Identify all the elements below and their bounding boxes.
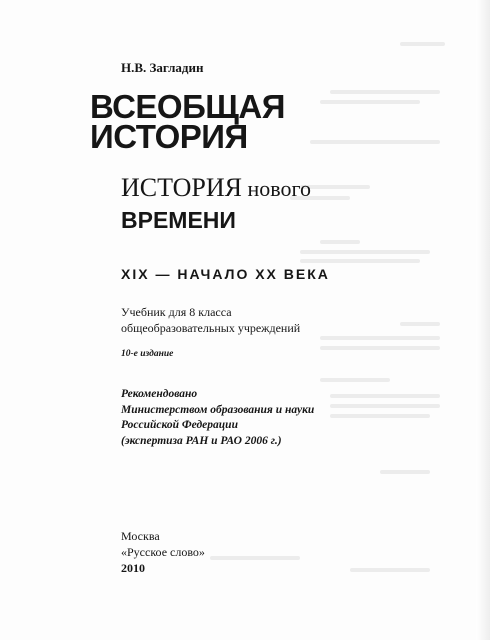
main-title [90, 88, 285, 155]
description-line-1: Учебник для 8 класса [121, 305, 232, 319]
show-through-mark [330, 414, 430, 418]
publisher-imprint [121, 528, 205, 576]
subtitle-word-new: нового [242, 176, 312, 201]
imprint-year: 2010 [121, 561, 145, 575]
author-name: Н.В. Загладин [121, 60, 204, 75]
show-through-mark [320, 100, 420, 104]
show-through-mark [350, 568, 430, 572]
period-heading: XIX — НАЧАЛО XX ВЕКА [121, 266, 330, 282]
show-through-mark [330, 90, 440, 94]
show-through-mark [320, 346, 440, 350]
edition-label: 10-е издание [121, 349, 174, 359]
show-through-mark [210, 556, 300, 560]
show-through-mark [300, 259, 420, 263]
show-through-mark [380, 470, 430, 474]
subtitle-line-1 [121, 173, 311, 203]
book-description [121, 304, 300, 336]
recommendation-line-1: Рекомендовано [121, 388, 198, 400]
subtitle-word-history: ИСТОРИЯ [121, 173, 243, 202]
show-through-mark [320, 336, 440, 340]
main-title-line-2: ИСТОРИЯ [90, 118, 248, 155]
imprint-publisher: «Русское слово» [121, 545, 205, 559]
imprint-city: Москва [121, 529, 160, 543]
subtitle-line-2: ВРЕМЕНИ [121, 207, 236, 233]
recommendation-line-3: Российской Федерации [121, 419, 238, 431]
recommendation-block [121, 387, 314, 449]
recommendation-line-4: (экспертиза РАН и РАО 2006 г.) [121, 434, 282, 447]
page-edge-shadow [476, 0, 490, 640]
show-through-mark [330, 394, 440, 398]
show-through-mark [300, 250, 430, 254]
show-through-mark [320, 378, 390, 382]
description-line-2: общеобразовательных учреждений [121, 321, 301, 335]
main-title-line-1: ВСЕОБЩАЯ [90, 88, 285, 125]
show-through-mark [400, 322, 440, 326]
recommendation-line-2: Министерством образования и науки [121, 403, 315, 416]
show-through-mark [400, 42, 445, 46]
show-through-mark [310, 140, 440, 144]
show-through-mark [320, 240, 360, 244]
show-through-mark [330, 404, 440, 408]
